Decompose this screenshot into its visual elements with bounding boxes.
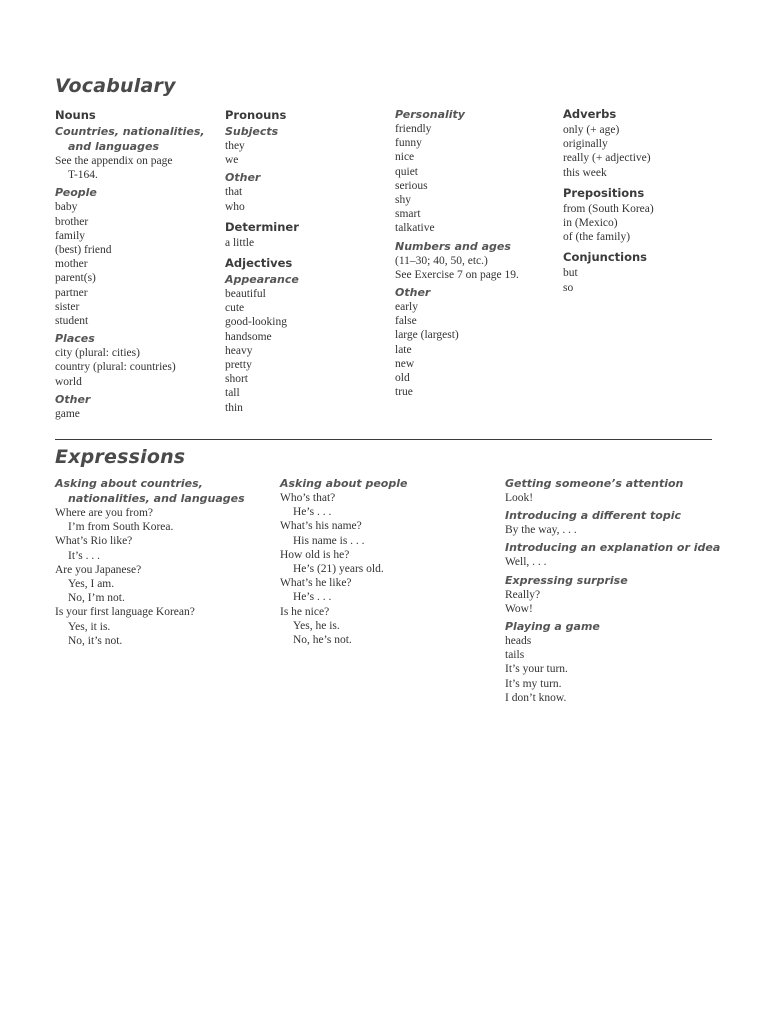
vocab-item: tall — [225, 387, 240, 400]
game-subheading: Playing a game — [505, 620, 600, 634]
vocab-item: so — [563, 281, 574, 294]
vocab-item: they — [225, 140, 245, 152]
vocab-item: from (South Korea) — [563, 202, 654, 215]
vocab-item: heavy — [225, 344, 253, 357]
vocab-item: large (largest) — [395, 329, 459, 342]
expression-line: It’s your turn. — [505, 663, 568, 676]
expression-line: What’s his name? — [280, 520, 362, 533]
vocab-item: (11–30; 40, 50, etc.) — [395, 254, 488, 267]
attention-subheading: Getting someone’s attention — [505, 477, 684, 490]
countries-expr-subheading-cont: nationalities, and languages — [68, 492, 245, 505]
vocabulary-title: Vocabulary — [55, 75, 176, 97]
vocab-item: true — [395, 386, 413, 399]
expression-line: What’s he like? — [280, 577, 352, 590]
expression-line: He’s . . . — [293, 506, 332, 519]
vocab-item: shy — [395, 194, 411, 207]
expression-line: Are you Japanese? — [55, 563, 142, 576]
other-subheading: Other — [225, 171, 261, 185]
expression-line: Is he nice? — [280, 605, 330, 618]
determiner-heading: Determiner — [225, 219, 299, 234]
vocab-item: but — [563, 267, 578, 280]
vocab-item: of (the family) — [563, 231, 631, 244]
vocab-item: funny — [395, 137, 422, 150]
expression-line: I’m from South Korea. — [68, 521, 174, 534]
vocab-item: handsome — [225, 330, 272, 343]
vocab-item: thin — [225, 401, 243, 414]
vocab-col-pronouns — [225, 107, 299, 415]
nouns-heading: Nouns — [55, 108, 96, 122]
appendix-note-cont: T-164. — [68, 169, 98, 182]
vocab-item: beautiful — [225, 288, 266, 301]
subjects-subheading: Subjects — [225, 125, 279, 138]
prepositions-heading: Prepositions — [563, 185, 645, 200]
vocab-col-nouns — [55, 107, 205, 421]
vocab-item: really (+ adjective) — [563, 152, 651, 165]
surprise-subheading: Expressing surprise — [505, 573, 628, 587]
expression-line: How old is he? — [280, 548, 350, 561]
vocab-item: old — [395, 372, 410, 385]
vocab-item: nice — [395, 151, 415, 164]
vocab-item: new — [395, 357, 415, 370]
expression-line: His name is . . . — [293, 534, 365, 547]
vocab-item: smart — [395, 208, 421, 221]
expression-line: tails — [505, 649, 525, 662]
vocab-item: only (+ age) — [563, 124, 620, 136]
expression-line: No, he’s not. — [293, 634, 352, 647]
vocab-item: parent(s) — [55, 272, 96, 285]
appearance-subheading: Appearance — [225, 273, 299, 287]
expression-line: No, it’s not. — [68, 634, 123, 647]
section-divider — [55, 439, 712, 440]
topic-subheading: Introducing a different topic — [505, 509, 681, 523]
vocab-item: this week — [563, 166, 607, 179]
expression-line: It’s . . . — [68, 549, 100, 562]
expression-line: Yes, I am. — [68, 578, 115, 591]
vocab-item: (best) friend — [55, 244, 112, 257]
vocab-item: mother — [55, 258, 88, 271]
numbers-subheading: Numbers and ages — [395, 239, 511, 253]
vocab-item: brother — [55, 215, 89, 228]
vocab-item: game — [55, 407, 80, 420]
people-subheading: People — [55, 186, 97, 200]
expression-line: Yes, it is. — [68, 620, 111, 633]
expr-col-misc — [505, 476, 720, 705]
places-subheading: Places — [55, 332, 95, 346]
vocab-item: friendly — [395, 123, 432, 135]
vocab-item: student — [55, 315, 89, 328]
vocab-item: who — [225, 200, 245, 213]
expression-line: Where are you from? — [55, 507, 154, 519]
vocab-item: in (Mexico) — [563, 217, 618, 230]
vocab-item: originally — [563, 138, 608, 151]
expression-line: No, I’m not. — [68, 592, 125, 605]
vocab-item: talkative — [395, 222, 435, 235]
expression-line: Wow! — [505, 602, 533, 615]
people-expr-subheading: Asking about people — [280, 477, 408, 490]
other-subheading: Other — [55, 392, 91, 406]
expression-line: Who’s that? — [280, 492, 336, 504]
expression-line: He’s . . . — [293, 591, 332, 604]
vocab-item: a little — [225, 236, 255, 249]
adjectives-heading: Adjectives — [225, 256, 293, 271]
other-subheading: Other — [395, 286, 431, 300]
vocab-item: country (plural: countries) — [55, 361, 176, 374]
expression-line: It’s my turn. — [505, 677, 562, 690]
expressions-title: Expressions — [55, 446, 186, 468]
expression-line: Really? — [505, 588, 541, 601]
vocab-item: late — [395, 343, 412, 356]
vocab-item: good-looking — [225, 316, 287, 329]
vocab-col-adverbs — [563, 106, 654, 295]
vocab-item: world — [55, 375, 82, 388]
vocab-item: quiet — [395, 165, 418, 178]
vocab-item: baby — [55, 201, 78, 214]
expression-line: He’s (21) years old. — [293, 563, 384, 576]
vocab-item: pretty — [225, 359, 252, 372]
expression-line: Look! — [505, 492, 534, 504]
vocab-item: family — [55, 229, 86, 242]
vocab-item: partner — [55, 286, 88, 299]
countries-expr-subheading: Asking about countries, — [55, 477, 203, 490]
vocab-item: short — [225, 373, 248, 386]
conjunctions-heading: Conjunctions — [563, 250, 648, 265]
expression-line: Yes, he is. — [293, 619, 340, 632]
vocab-item: we — [225, 154, 239, 167]
expression-line: What’s Rio like? — [55, 535, 133, 548]
vocab-item: serious — [395, 179, 428, 192]
pronouns-heading: Pronouns — [225, 108, 287, 122]
countries-subheading-cont: and languages — [68, 140, 159, 153]
expression-line: heads — [505, 635, 532, 648]
appendix-note: See the appendix on page — [55, 155, 173, 167]
vocab-item: that — [225, 186, 243, 199]
expression-line: By the way, . . . — [505, 524, 577, 537]
expression-line: Is your first language Korean? — [55, 606, 195, 619]
expression-line: I don’t know. — [505, 691, 567, 704]
adverbs-heading: Adverbs — [563, 107, 617, 121]
expression-line: Well, . . . — [505, 556, 547, 569]
expr-col-countries — [55, 476, 245, 648]
vocab-item: early — [395, 301, 418, 314]
vocab-item: false — [395, 315, 417, 328]
personality-subheading: Personality — [395, 108, 465, 121]
vocab-col-personality — [395, 107, 519, 399]
explanation-subheading: Introducing an explanation or idea — [505, 541, 721, 555]
vocab-item: See Exercise 7 on page 19. — [395, 268, 519, 281]
expr-col-people — [280, 476, 407, 647]
vocab-item: sister — [55, 300, 80, 313]
vocab-item: city (plural: cities) — [55, 347, 140, 360]
vocab-item: cute — [225, 302, 245, 315]
countries-subheading: Countries, nationalities, — [55, 125, 205, 138]
